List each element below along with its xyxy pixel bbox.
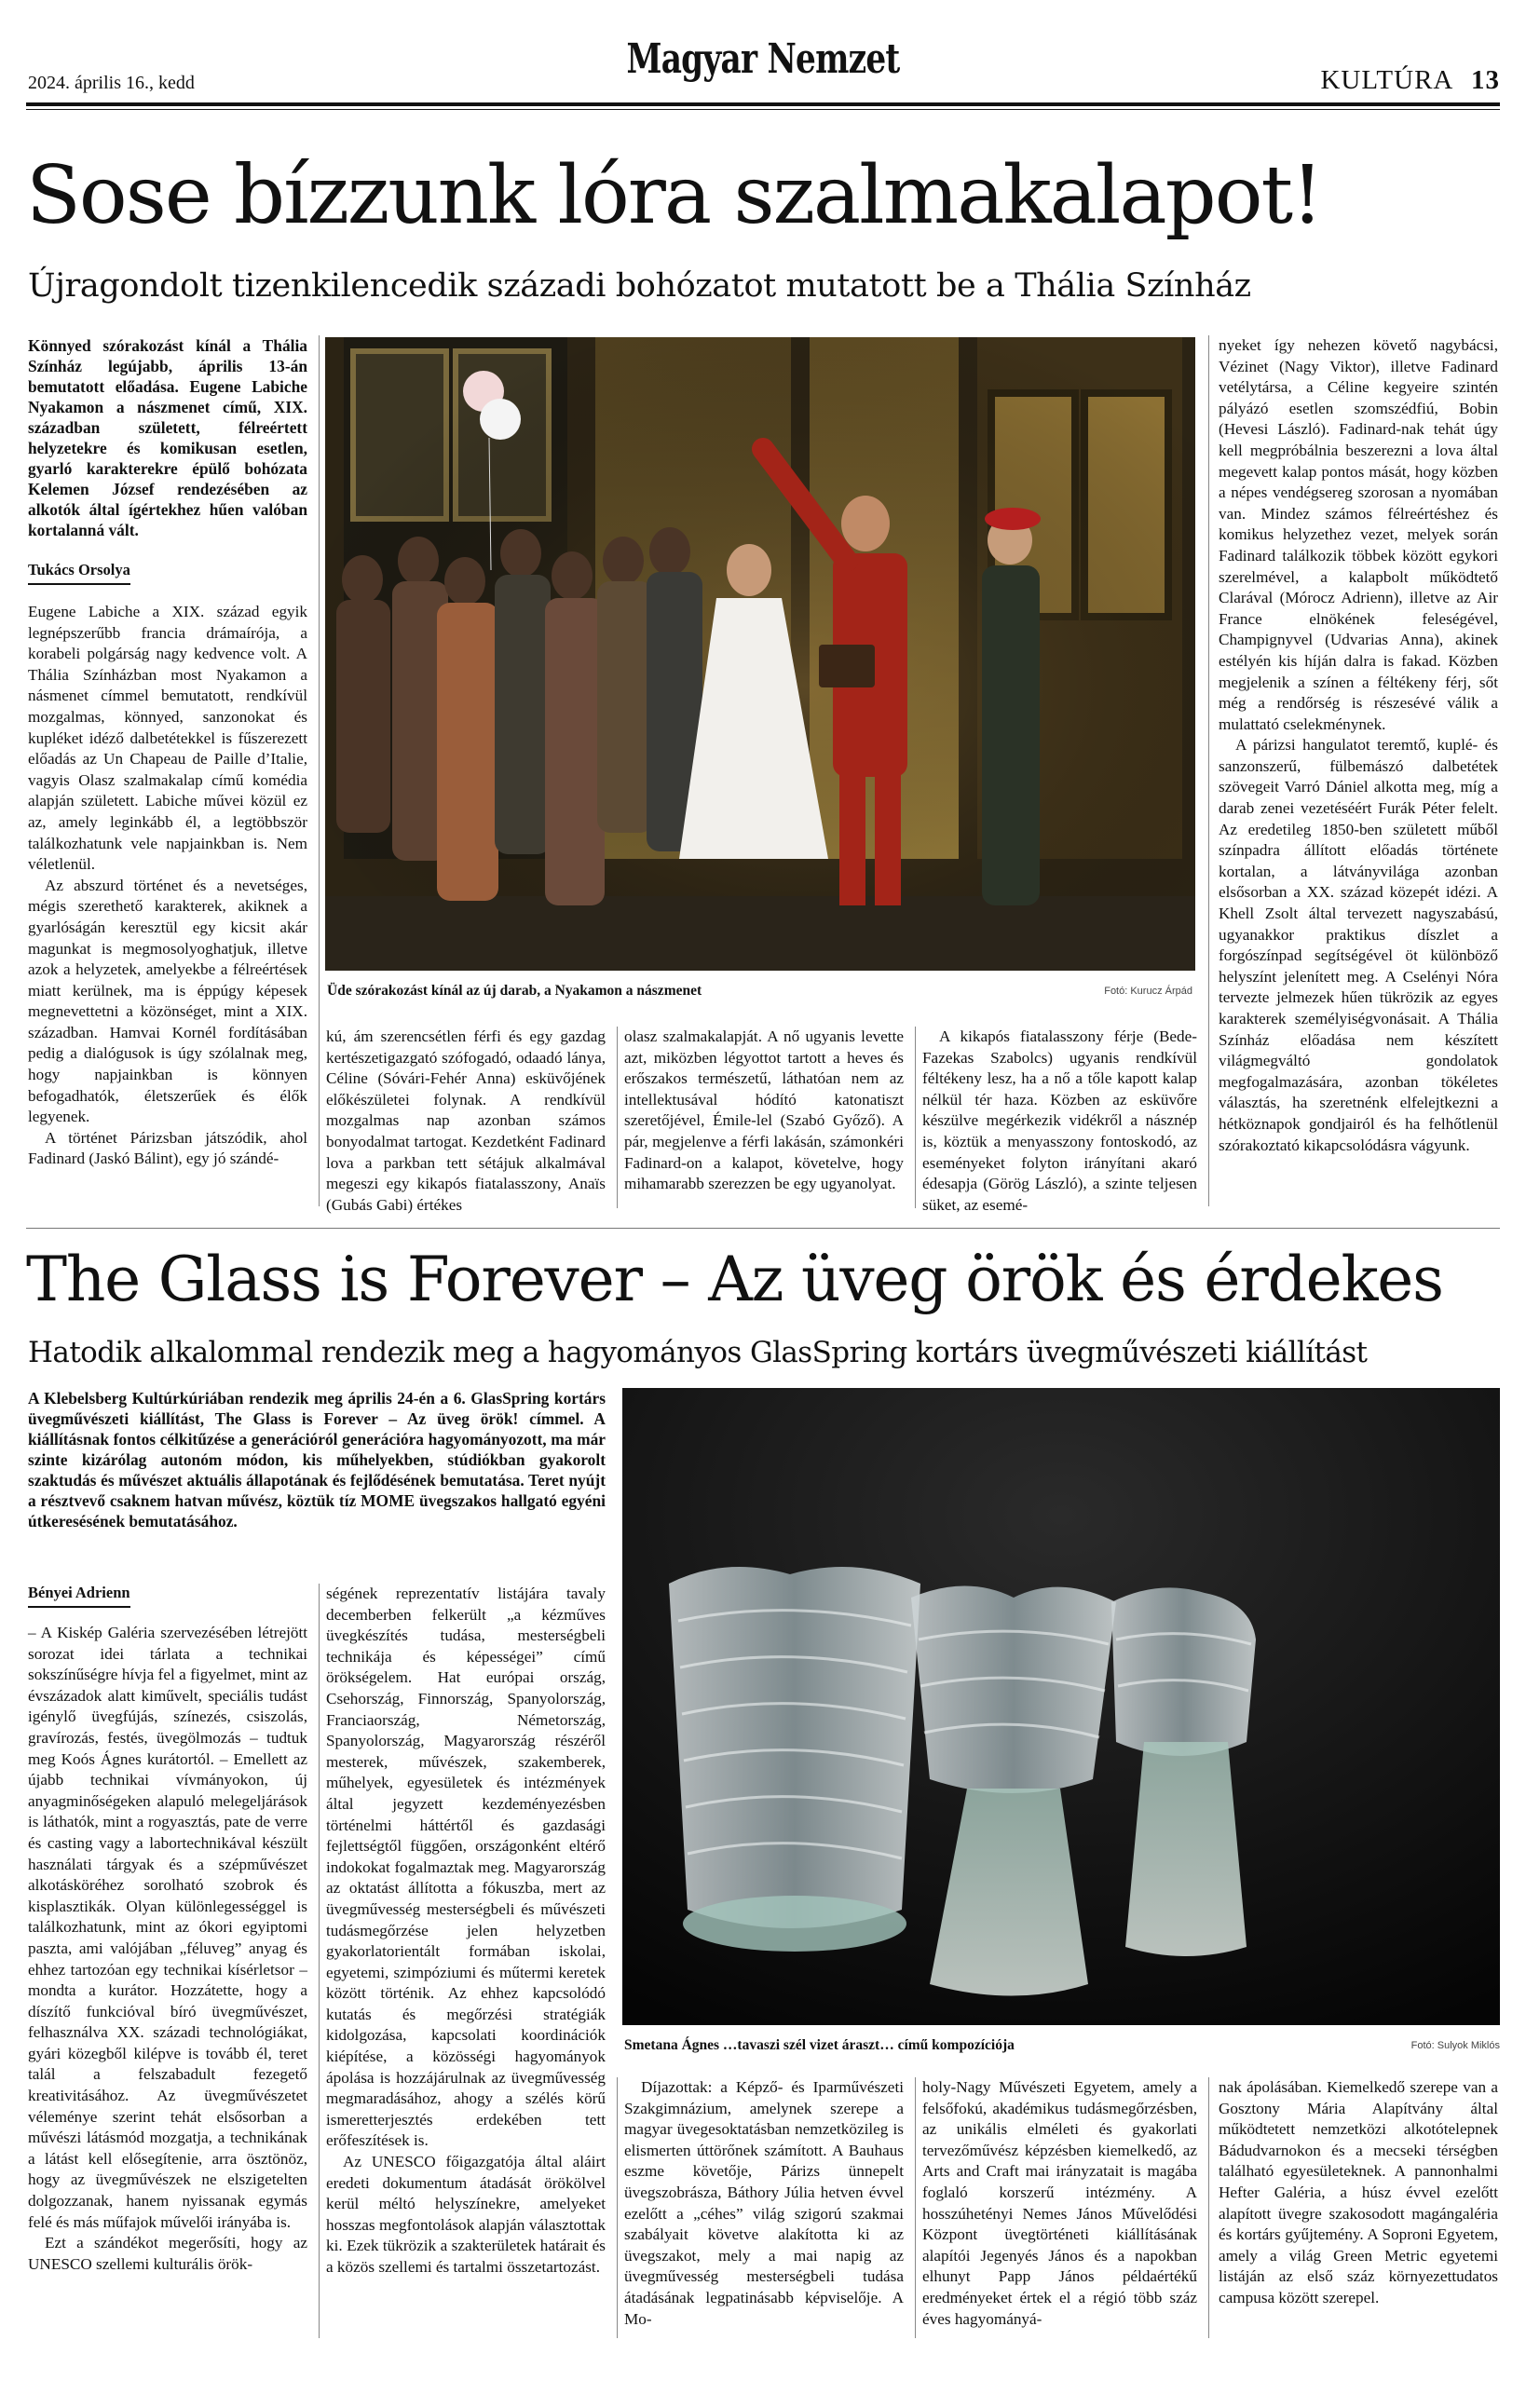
article-divider xyxy=(26,1228,1500,1229)
article2-col2: ségének reprezentatív listájára tavaly decemberben felkerült „a kézműves üvegkészítés tudása, mesterségbeli technikája és képességei” című örökségelem. Hat európai ország, Csehország, Finnország, Spanyolország, Franciaország, Németország, Spanyolország, Magyarország részéről mesterek, művészek, szakemberek, műhelyek, egyesületek és intézmények által jegyzett kezdeményezésben történelmi háttértől és gazdasági fejlettségtől függően, országonként eltérő indokokat fogalmaztak meg. Magyarország az oktatást állította a fókuszba, mert az üvegművesség mesterségbeli és művészeti tudásmegőrzése jelen helyzetben gyakorlatorientált formában iskolai, egyetemi, szimpóziumi és műtermi keretek között történik. Az ehhez kapcsolódó kutatás és megőrzési stratégiák kidolgozása, kapcsolati koordinációk kiépítése, a közösségi hagyományok ápolása is hozzájárulnak az üvegművesség megmaradásához, ahogy a szélés körű ismeretterjesztés erdekében tett erőfeszítések is. Az UNESCO főigazgatója által aláirt eredeti dokumentum átadását örökölvel kerül méltó helyszínekre, amelyeket hosszas megfontolások alapján választottak ki. Ezek tükrözik a szakterületek határait és a közös szellemi és tartalmi összetartozást. xyxy=(326,1585,606,2276)
masthead-logo: Magyar Nemzet xyxy=(626,35,900,83)
article1-col5: nyeket így nehezen követő nagybácsi, Vézinet (Nagy Viktor), illetve Fadinard vetélytársa, a Céline kegyeire szintén pályázó esetlen szomszédfiú, Bobin (Hevesi László). Fadinard-nak tehát úgy kell megpróbálnia beszerezni a lova által megevett kalap pontos mását, hogy közben a népes vendégsereg szorosan a nyomában van. Mindez számos félreértéshez és komikus helyzethez vezet, melyek során Fadinard találkozik többek között egykori szerelmével, a kalapbolt működtető Clarával (Mórocz Adrienn), illetve az Air France elnökének feleségével, Champignyvel (Udvarias Anna), akinek estélyén kis híján dalra is fakad. Közben megjelenik a színen a féltékeny férj, sőt még a rendőrség is részesévé válik a mulattató cselekménynek. A párizsi hangulatot teremtő, kuplé- és sanzonszerű, fülbemászó dalbetétek szövegeit Varró Dániel alkotta meg, míg a darab zenei vezetéséért Furák Péter felelt. Az eredetileg 1850-ben született műből színpadra állított előadás története kortalan, a látványvilága azonban elsősorban a XX. század közepét idézi. A Khell Zsolt által tervezett nagyszabású, ugyanakkor praktikus díszlet a forgószínpad segítségével öt különböző helyszínt jelenített meg. A Cselényi Nóra tervezte jelmezek hűen tükrözik az egyes karakterek személyiségvonásait. A Thália Színház előadása nem készített világmegváltó gondolatok megfogalmazására, azonban tökéletes választás, ha szeretnénk elfelejtkezni a hétköznapok gondjairól és ha felhőtlenül szórakoztató kikapcsolódásra vágyunk. xyxy=(1219,336,1498,1154)
page-number: 13 xyxy=(1471,65,1500,95)
theatre-stage-image xyxy=(325,337,1195,971)
article2-col3: Díjazottak: a Képző- és Iparművészeti Szakgimnázium, amelynek szerepe a magyar üvegesoktatásban nemzetközileg is elismerten úttörőnek számított. A Bauhaus eszme követője, Párizs ünnepelt üvegszobrásza, Báthory Júlia hetven évvel ezelőtt a „céhes” világ szigorú szakmai szabályait követve alakította ki az üvegszakot, mely a mai napig az üvegművesség mesterségbeli tudása átadásának legpatinásabb képviselője. A Mo- xyxy=(624,2078,904,2328)
article2-subtitle: Hatodik alkalommal rendezik meg a hagyományos GlasSpring kortárs üvegművészeti kiállítást xyxy=(28,1336,1368,1369)
section-name: KULTÚRA xyxy=(1320,65,1452,95)
article1-col4: A kikapós fiatalasszony férje (Bede-Fazekas Szabolcs) ugyanis rendkívül féltékeny lesz, ha a nő a tőle kapott kalap nélkül tér haza. Közben az esküvőre készülve megérkezik vidékről a násznép is, köztük a menyasszony fontoskodó, az eseményeket folyton irányítani akaró édesapja (Görög László), a szinte teljesen süket, az esemé- xyxy=(922,1027,1197,1214)
article1-photo-caption: Üde szórakozást kínál az új darab, a Nyakamon a nászmenet xyxy=(327,983,702,999)
article2-photo-credit: Fotó: Sulyok Miklós xyxy=(1410,2040,1500,2051)
article2-photo-caption: Smetana Ágnes …tavaszi szél vizet áraszt… című kompozíciója xyxy=(624,2037,1015,2053)
article2-author-block xyxy=(28,1584,307,1608)
section-label xyxy=(1320,65,1500,96)
article2-photo xyxy=(622,1388,1500,2025)
article2-col5: nak ápolásában. Kiemelkedő szerepe van a Gosztony Mária Alapítvány által működtetett nemzetközi alkotótelepnek Bádudvarnokon és a mecseki térségben található egyesületeknek. A pannonhalmi Hefter Galéria, a húsz évvel ezelőtt alapított üvegre szakosodott magángaléria és kortárs gyűjtemény. A Soproni Egyetem, amely a világ Green Metric egyetemi listáján az első száz környezettudatos campusa között szerepel. xyxy=(1219,2078,1498,2306)
article1-photo xyxy=(325,337,1195,971)
article2-lead-block xyxy=(28,1388,606,1531)
article1-title: Sose bízzunk lóra szalmakalapot! xyxy=(26,149,1322,242)
article1-lead: Könnyed szórakozást kínál a Thália Színház legújabb, április 13-án bemutatott előadása. Eugene Labiche Nyakamon a nászmenet című, XIX. században született, félreértett helyzetekre és komikusan esetlen, gyarló karakterekre épülő bohózata Kelemen József rendezésében az alkotók által ígértekhez hűen valóban kortalanná vált. xyxy=(28,336,307,539)
article2-col1: – A Kiskép Galéria szervezésében létrejött sorozat idei tárlata a technikai sokszínűségre hívja fel a figyelmet, mint az évszázadok alatt kiművelt, speciális tudást igénylő üvegfújás, színezés, csiszolás, gravírozás, festés, üvegölmozás – tudtuk meg Koós Ágnes kurátortól. – Emellett az újabb technikai vívmányokon, új anyagminőségeken alapuló melegeljárások is láthatók, mint a rogyasztás, pate de verre és casting vagy a labortechnikával készült használati tárgyak és a szépművészet alkotásköréhez sorolható szobrok és kisplasztikák. Olyan különlegességgel is találkozhatunk, mint az ókori egyiptomi paszta, ami valójában „féluveg” anyag és ehhez tartozóan egy technikai kísérletsor – mondta a kurátor. Hozzátette, hogy a díszítő funkcióval bíró üvegművészet, felhasználva XX. századi technológiákat, gyári közegből kilépve is tovább él, teret talál a felszabadult fezegető kreativitásához. Az üvegművészetet véleménye szerint tehát elsősorban a művészi látásmód mozgatja, a technikának a látást kell elősegítenie, arra ösztönöz, hogy az üvegművészek ne elszigetelten dolgozzanak, hanem nyissanak egymás felé és más műfajok művelői irányába is. Ezt a szándékot megerősíti, hogy az UNESCO szellemi kulturális örök- xyxy=(28,1624,307,2273)
article1-author: Tukács Orsolya xyxy=(28,561,130,585)
article1-photo-credit: Fotó: Kurucz Árpád xyxy=(1104,986,1192,997)
article2-title: The Glass is Forever – Az üveg örök és érdekes xyxy=(26,1244,1443,1315)
glass-sculptures-image xyxy=(622,1388,1500,2025)
article2-author: Bényei Adrienn xyxy=(28,1584,130,1608)
article1-col2: kú, ám szerencsétlen férfi és egy gazdag kertészetigazgató szófogadó, odaadó lánya, Céline (Sóvári-Fehér Anna) esküvőjének előkészületei folynak. A rendkívül mozgalmas nap azonban számos bonyodalmat tartogat. Kezdetként Fadinard lova a parkban tett sétájuk alkalmával megeszi egy kikapós fiatalasszony, Anaïs (Gubás Gabi) értékes xyxy=(326,1027,606,1214)
article1-left-column xyxy=(28,335,307,1170)
article1-col3: olasz szalmakalapját. A nő ugyanis levette azt, miközben légyottot tartott a heves és erőszakos természetű, láthatóan nem az intellektusával hódító katonatiszt szeretőjével, Émile-lel (Szabó Győző). A pár, megjelenve a férfi lakásán, számonkéri Fadinard-on a kalapot, követelve, hogy mihamarabb szerezzen be egy ugyanolyat. xyxy=(624,1027,904,1193)
issue-date: 2024. április 16., kedd xyxy=(28,73,195,93)
article1-subtitle: Újragondolt tizenkilencedik századi bohózatot mutatott be a Thália Színház xyxy=(28,267,1251,305)
article2-lead: A Klebelsberg Kultúrkúriában rendezik meg április 24-én a 6. GlasSpring kortárs üvegművészeti kiállítást, The Glass is Forever – Az üveg örök! címmel. A kiállításnak fontos célkitűzése a generációról generációra hagyományozott, ma már szinte kizárólag autonóm módon, kis műhelyekben, stúdiókban gyakorolt szaktudás és művészet aktuális állapotának és fejlődésének bemutatása. Teret nyújt a résztvevő csaknem hatvan művész, köztük tíz MOME üvegszakos hallgató egyéni útkeresésének bemutatásához. xyxy=(28,1389,606,1531)
article2-col4: holy-Nagy Művészeti Egyetem, amely a felsőfokú, akadémikus tudásmegőrzésben, az unikális elméleti és gyakorlati tervezőművész képzésben kiemelkedő, az Arts and Craft mai irányzatait is magába foglaló korszerű intézmény. A hosszúhetényi Nemes János Művelődési Központ üvegtörténeti kiállításának alapítói Jegenyés János és a napokban elhunyt Papp János példaértékű eredményeket értek el a régió több száz éves hagyományá- xyxy=(922,2078,1197,2328)
header-rule-thick xyxy=(26,102,1500,106)
article1-col1: Eugene Labiche a XIX. század egyik legnépszerűbb francia drámaírója, a korabeli polgárság nagy kedvence volt. A Thália Színházban most Nyakamon a násmenet címmel bemutatott, rendkívül mozgalmas, könnyed, sanzonokat és kupléket idéző dalbetétekkel is fűszerezett előadás az Un Chapeau de Paille d’Italie, vagyis Olasz szalmakalap című komédia alapján született. Labiche művei közül ez az, amely leginkább él, a legtöbbször találkozhatunk vele napjainkban is. Nem véletlenül. Az abszurd történet és a nevetséges, mégis szerethető karakterek, akiknek a gyarlóságán keresztül egy kicsit akár magunkat is megmosolyoghatjuk, illetve azok a helyzetek, amelyekbe a félreértések miatt kerülnek, ma is éppúgy képesek megnevettetni a közönséget, mint a XIX. században. Hamvai Kornél fordításában pedig a dialógusok is úgy szólalnak meg, hogy napjainkban is könnyen befogadhatók, életszerűek és élők legyenek. A történet Párizsban játszódik, ahol Fadinard (Jaskó Bálint), egy jó szándé- xyxy=(28,603,307,1168)
header-rule-thin xyxy=(26,109,1500,110)
